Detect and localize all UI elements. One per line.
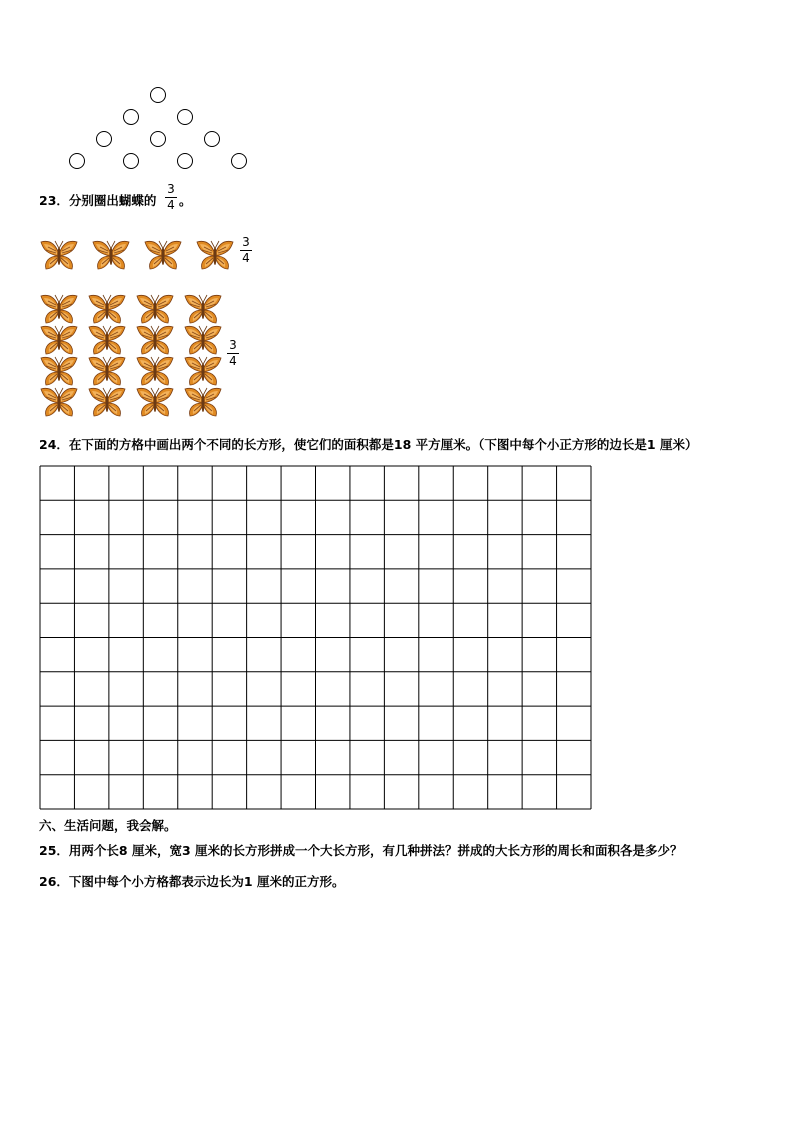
butterfly-icon[interactable] — [135, 354, 175, 388]
butterfly-icon[interactable] — [183, 292, 223, 326]
butterfly-icon[interactable] — [39, 323, 79, 357]
butterfly-icon[interactable] — [39, 292, 79, 326]
question-number: 23． — [39, 193, 69, 208]
circle — [69, 153, 85, 169]
butterfly-icon[interactable] — [87, 323, 127, 357]
question-25: 25．用两个长8 厘米，宽3 厘米的长方形拼成一个大长方形，有几种拼法？拼成的大长方形的周长和面积各是多少？ — [39, 843, 683, 858]
fraction-numerator: 3 — [167, 182, 175, 196]
butterfly-icon[interactable] — [87, 385, 127, 419]
circle — [177, 153, 193, 169]
circle — [177, 109, 193, 125]
butterfly-icon[interactable] — [183, 323, 223, 357]
group-2-fraction — [227, 339, 239, 368]
butterfly-icon[interactable] — [39, 238, 79, 272]
question-text: 分别圈出蝴蝶的 — [68, 193, 157, 208]
question-26: 26．下图中每个小方格都表示边长为1 厘米的正方形。 — [39, 874, 345, 889]
q23-fraction — [165, 183, 177, 212]
fraction-numerator: 3 — [229, 338, 237, 352]
butterfly-icon[interactable] — [135, 323, 175, 357]
butterfly-icon[interactable] — [39, 385, 79, 419]
butterfly-icon[interactable] — [87, 292, 127, 326]
butterfly-icon[interactable] — [183, 354, 223, 388]
fraction-denominator: 4 — [167, 198, 175, 212]
butterfly-icon[interactable] — [195, 238, 235, 272]
butterfly-icon[interactable] — [87, 354, 127, 388]
fraction-denominator: 4 — [242, 251, 250, 265]
circle — [150, 131, 166, 147]
fraction-numerator: 3 — [242, 235, 250, 249]
fraction-denominator: 4 — [229, 354, 237, 368]
butterfly-icon[interactable] — [91, 238, 131, 272]
butterfly-icon[interactable] — [183, 385, 223, 419]
circle — [204, 131, 220, 147]
circle — [123, 153, 139, 169]
circle — [150, 87, 166, 103]
circle — [231, 153, 247, 169]
question-23 — [39, 193, 156, 209]
group-1-fraction — [240, 236, 252, 265]
butterfly-icon[interactable] — [39, 354, 79, 388]
circle — [96, 131, 112, 147]
butterfly-icon[interactable] — [143, 238, 183, 272]
question-24: 24．在下面的方格中画出两个不同的长方形，使它们的面积都是18 平方厘米。（下图中每个小正方形的边长是1 厘米） — [39, 437, 698, 452]
section-heading: 六、生活问题，我会解。 — [39, 818, 177, 833]
square-grid[interactable] — [39, 465, 592, 810]
butterfly-icon[interactable] — [135, 385, 175, 419]
butterfly-icon[interactable] — [135, 292, 175, 326]
question-23-tail: 。 — [179, 193, 192, 208]
circle — [123, 109, 139, 125]
